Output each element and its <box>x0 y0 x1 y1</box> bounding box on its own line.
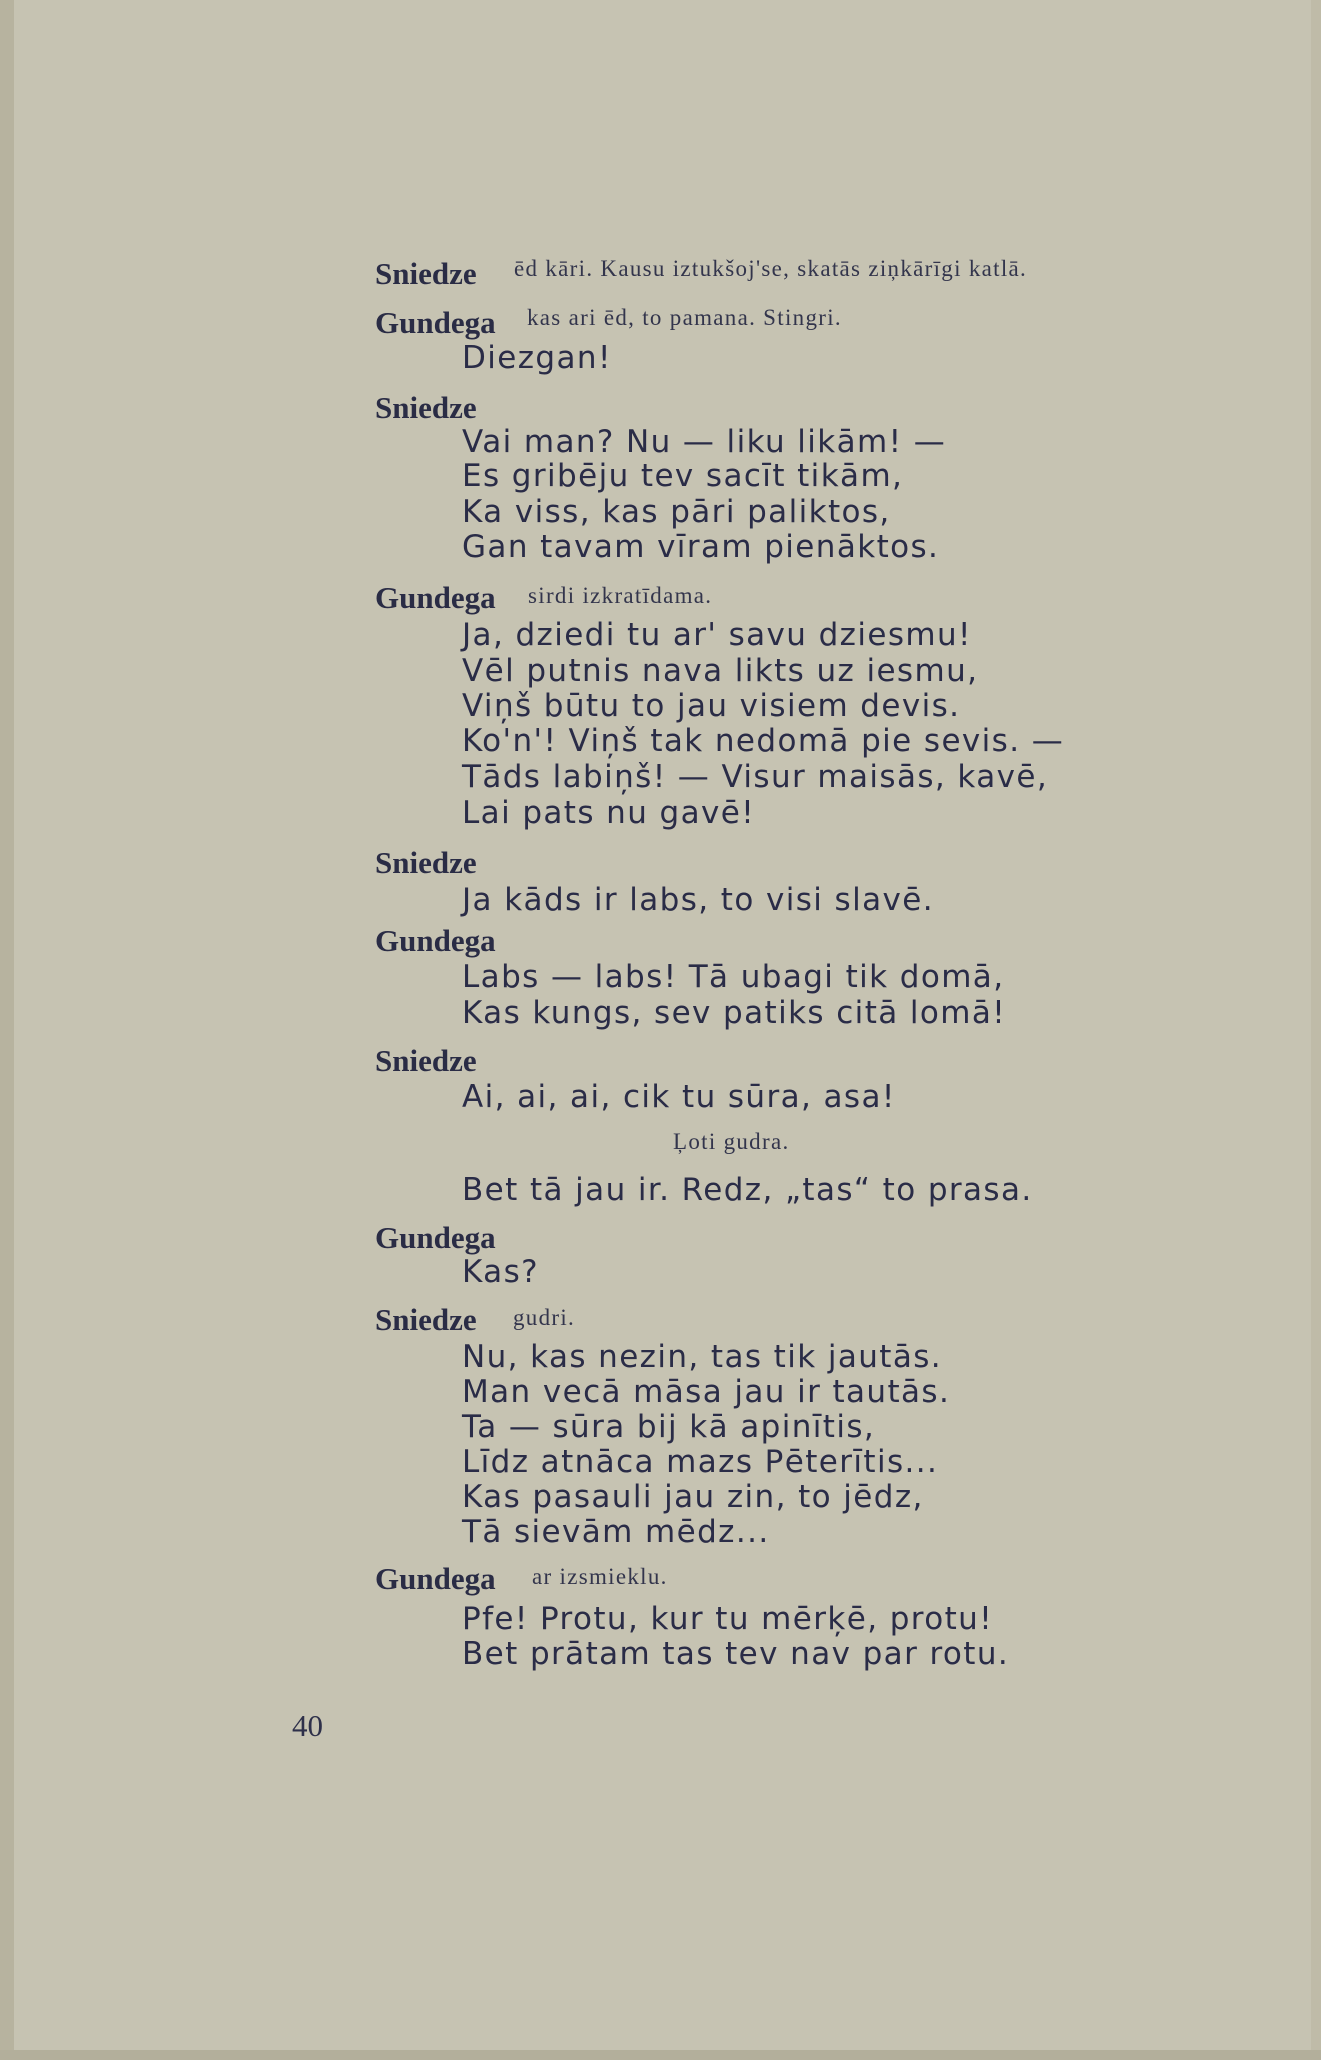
page-right-edge <box>1311 0 1321 2060</box>
speaker-gundega: Gundega <box>375 923 496 958</box>
speaker-sniedze: Sniedze <box>375 390 477 425</box>
verse-line: Ai, ai, ai, cik tu sūra, asa! <box>462 1079 896 1115</box>
verse-line: Kas? <box>462 1254 539 1290</box>
verse-line: Tāds labiņš! — Visur maisās, kavē, <box>462 759 1049 795</box>
speaker-gundega: Gundega <box>375 1220 496 1255</box>
verse-line: Man vecā māsa jau ir tautās. <box>462 1374 951 1410</box>
verse-line: Tā sievām mēdz... <box>462 1514 770 1550</box>
verse-line: Ko'n'! Viņš tak nedomā pie sevis. — <box>462 723 1065 759</box>
verse-line: Viņš būtu to jau visiem devis. <box>462 688 961 724</box>
speaker-gundega: Gundega <box>375 580 496 615</box>
stage-direction: sirdi izkratīdama. <box>528 583 713 608</box>
verse-line: Es gribēju tev sacīt tikām, <box>462 458 904 494</box>
verse-line: Bet tā jau ir. Redz, „tas“ to prasa. <box>462 1172 1033 1208</box>
verse-line: Ja, dziedi tu ar' savu dziesmu! <box>462 617 972 653</box>
page-left-edge <box>0 0 14 2060</box>
verse-line: Kas pasauli jau zin, to jēdz, <box>462 1479 924 1515</box>
speaker-gundega: Gundega <box>375 305 496 340</box>
verse-line: Lai pats nu gavē! <box>462 795 756 831</box>
verse-line: Kas kungs, sev patiks citā lomā! <box>462 995 1007 1031</box>
speaker-sniedze: Sniedze <box>375 845 477 880</box>
verse-line: Labs — labs! Tā ubagi tik domā, <box>462 959 1005 995</box>
verse-line: Vēl putnis nava likts uz iesmu, <box>462 653 979 689</box>
verse-line: Līdz atnāca mazs Pēterītis... <box>462 1444 939 1480</box>
verse-line: Ka viss, kas pāri paliktos, <box>462 494 891 530</box>
page-bottom-edge <box>0 2050 1321 2060</box>
speaker-sniedze: Sniedze <box>375 1302 477 1337</box>
stage-direction: gudri. <box>513 1305 576 1330</box>
stage-direction: ēd kāri. Kausu iztukšoj'se, skatās ziņkārīgi katlā. <box>514 256 1028 281</box>
page-number: 40 <box>292 1708 323 1743</box>
verse-line: Pfe! Protu, kur tu mērķē, protu! <box>462 1601 994 1637</box>
verse-line: Diezgan! <box>462 340 612 376</box>
verse-line: Ta — sūra bij kā apinītis, <box>462 1409 876 1445</box>
stage-direction: Ļoti gudra. <box>673 1129 790 1154</box>
stage-direction: kas ari ēd, to pamana. Stingri. <box>527 305 842 330</box>
speaker-sniedze: Sniedze <box>375 1043 477 1078</box>
verse-line: Nu, kas nezin, tas tik jautās. <box>462 1339 943 1375</box>
verse-line: Bet prātam tas tev nav par rotu. <box>462 1636 1010 1672</box>
verse-line: Gan tavam vīram pienāktos. <box>462 529 940 565</box>
stage-direction: ar izsmieklu. <box>532 1564 668 1589</box>
speaker-gundega: Gundega <box>375 1561 496 1596</box>
speaker-sniedze: Sniedze <box>375 256 477 291</box>
verse-line: Vai man? Nu — liku likām! — <box>462 424 947 460</box>
verse-line: Ja kāds ir labs, to visi slavē. <box>462 882 934 918</box>
